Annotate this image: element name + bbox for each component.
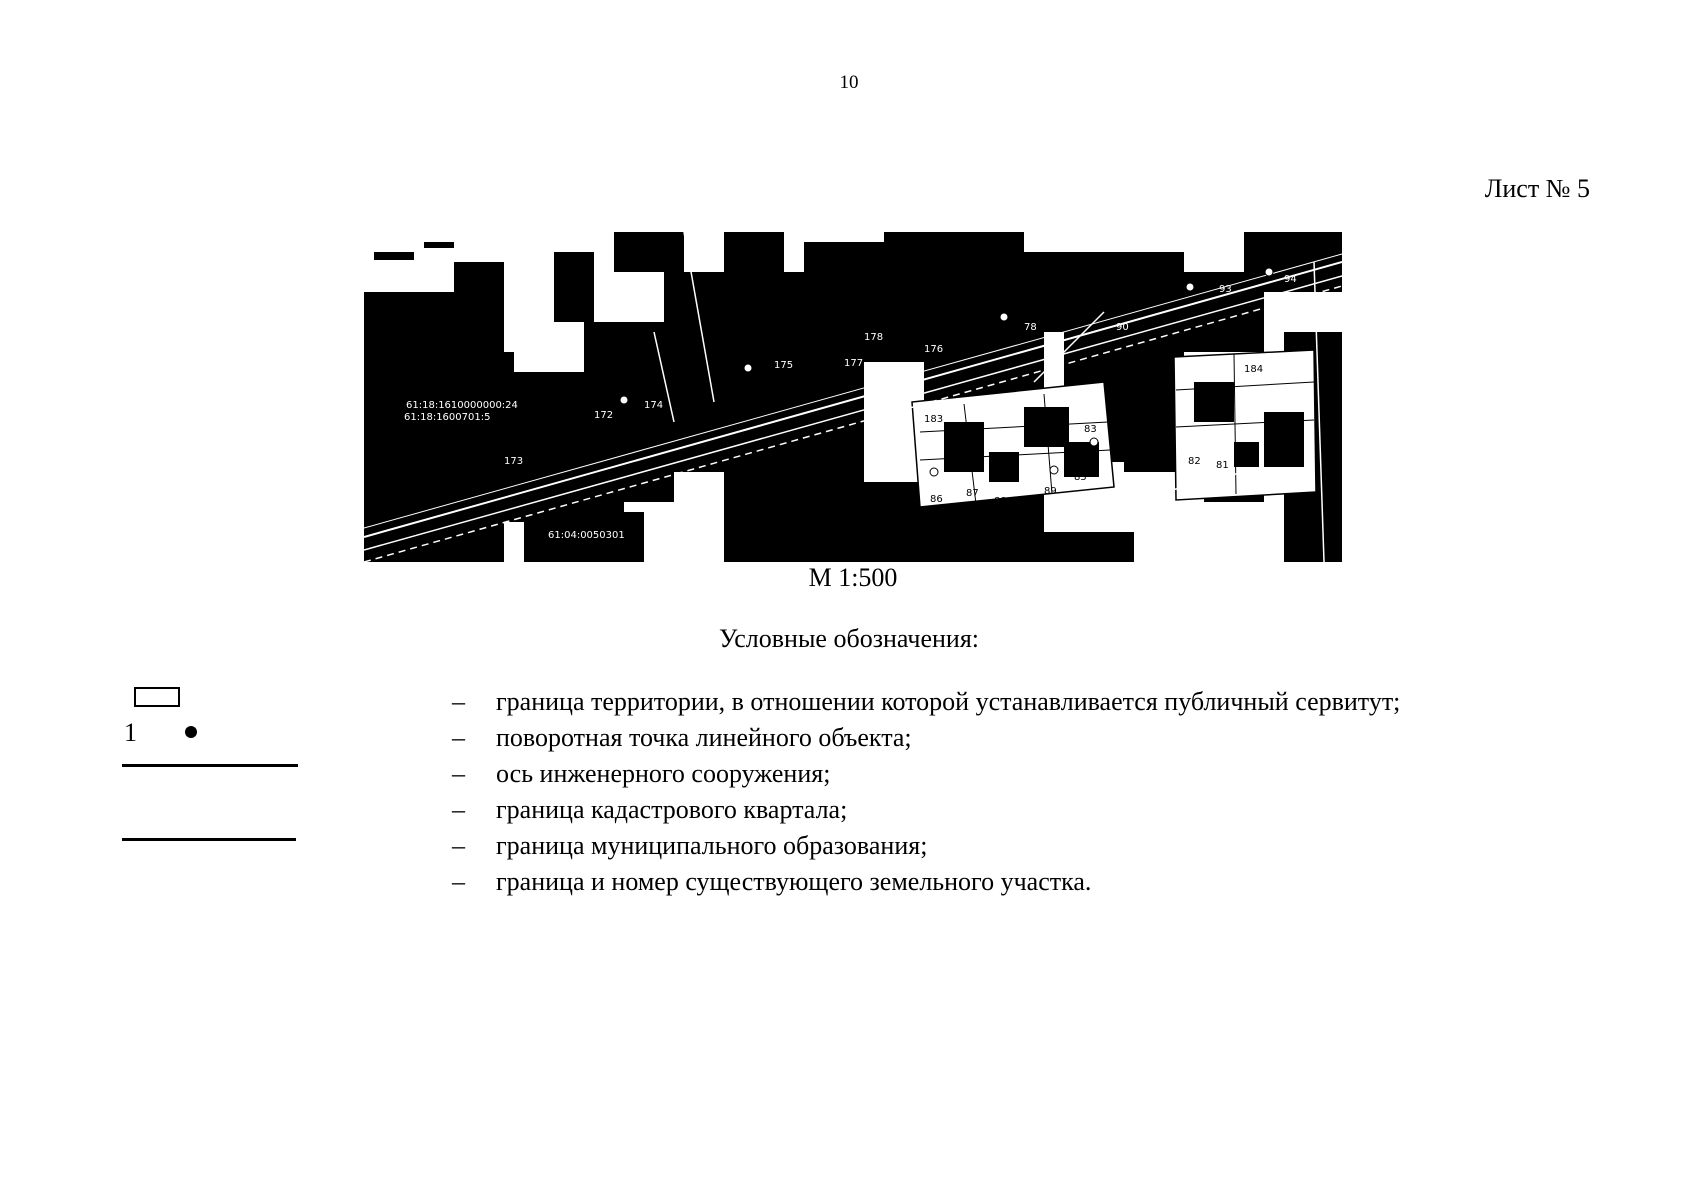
structure-axis-symbol	[122, 764, 298, 767]
parcel-number: 91	[1272, 450, 1285, 461]
servitude-boundary-symbol	[134, 687, 180, 707]
point-number: 86	[930, 494, 943, 505]
legend-item	[452, 684, 1632, 720]
cadastral-label: 61:18:1600701:5	[404, 412, 491, 423]
legend-dash: –	[452, 687, 465, 716]
parcel-number: 172	[594, 410, 614, 421]
legend-item-text: граница муниципального образования;	[496, 831, 928, 860]
map-scale: М 1:500	[808, 563, 898, 592]
point-number: 82	[1188, 456, 1201, 467]
point-number: 85	[1074, 472, 1087, 483]
parcel-number: 178	[864, 332, 884, 343]
legend-list	[452, 684, 1632, 900]
legend-dash: –	[452, 723, 465, 752]
parcel-number: 183	[924, 414, 944, 425]
legend-dash: –	[452, 867, 465, 896]
cadastral-label: 61:04:0050301	[548, 530, 625, 541]
legend-item	[452, 828, 1632, 864]
legend-item-text: ось инженерного сооружения;	[496, 759, 831, 788]
legend-dash: –	[452, 795, 465, 824]
point-number: 89	[1044, 486, 1057, 497]
sheet-label: Лист № 5	[1484, 174, 1590, 203]
legend-title: Условные обозначения:	[718, 624, 980, 653]
municipal-boundary-symbol	[122, 838, 296, 841]
legend-item	[452, 720, 1632, 756]
parcel-number: 176	[924, 344, 944, 355]
legend-item-text: граница кадастрового квартала;	[496, 795, 848, 824]
turning-point-number: 1	[124, 718, 137, 747]
cadastral-label: 61:18:1610000000:24	[406, 400, 518, 411]
point-number: 78	[1024, 322, 1037, 333]
parcel-number: 173	[504, 456, 524, 467]
parcel-number: 184	[1244, 364, 1264, 375]
legend-item	[452, 792, 1632, 828]
parcel-number: 174	[644, 400, 664, 411]
legend-dash: –	[452, 831, 465, 860]
point-number: 93	[1219, 284, 1232, 295]
page-number: 10	[839, 72, 859, 93]
turning-point-symbol	[185, 726, 197, 738]
point-number: 88	[994, 496, 1007, 507]
legend-item-text: граница и номер существующего земельного участка.	[496, 867, 1092, 896]
legend-item	[452, 864, 1632, 900]
point-number: 79	[1124, 406, 1137, 417]
point-number: 81	[1216, 460, 1229, 471]
legend-dash: –	[452, 759, 465, 788]
point-number: 83	[1084, 424, 1097, 435]
map-image	[364, 232, 1342, 562]
point-number: 94	[1284, 274, 1297, 285]
legend-item-text: поворотная точка линейного объекта;	[496, 723, 912, 752]
legend-item	[452, 756, 1632, 792]
legend-item-text: граница территории, в отношении которой устанавливается публичный сервитут;	[496, 687, 1401, 716]
parcel-number: 175	[774, 360, 794, 371]
point-number: 80	[964, 444, 977, 455]
point-number: 90	[1116, 322, 1129, 333]
point-number: 87	[966, 488, 979, 499]
parcel-number: 177	[844, 358, 864, 369]
